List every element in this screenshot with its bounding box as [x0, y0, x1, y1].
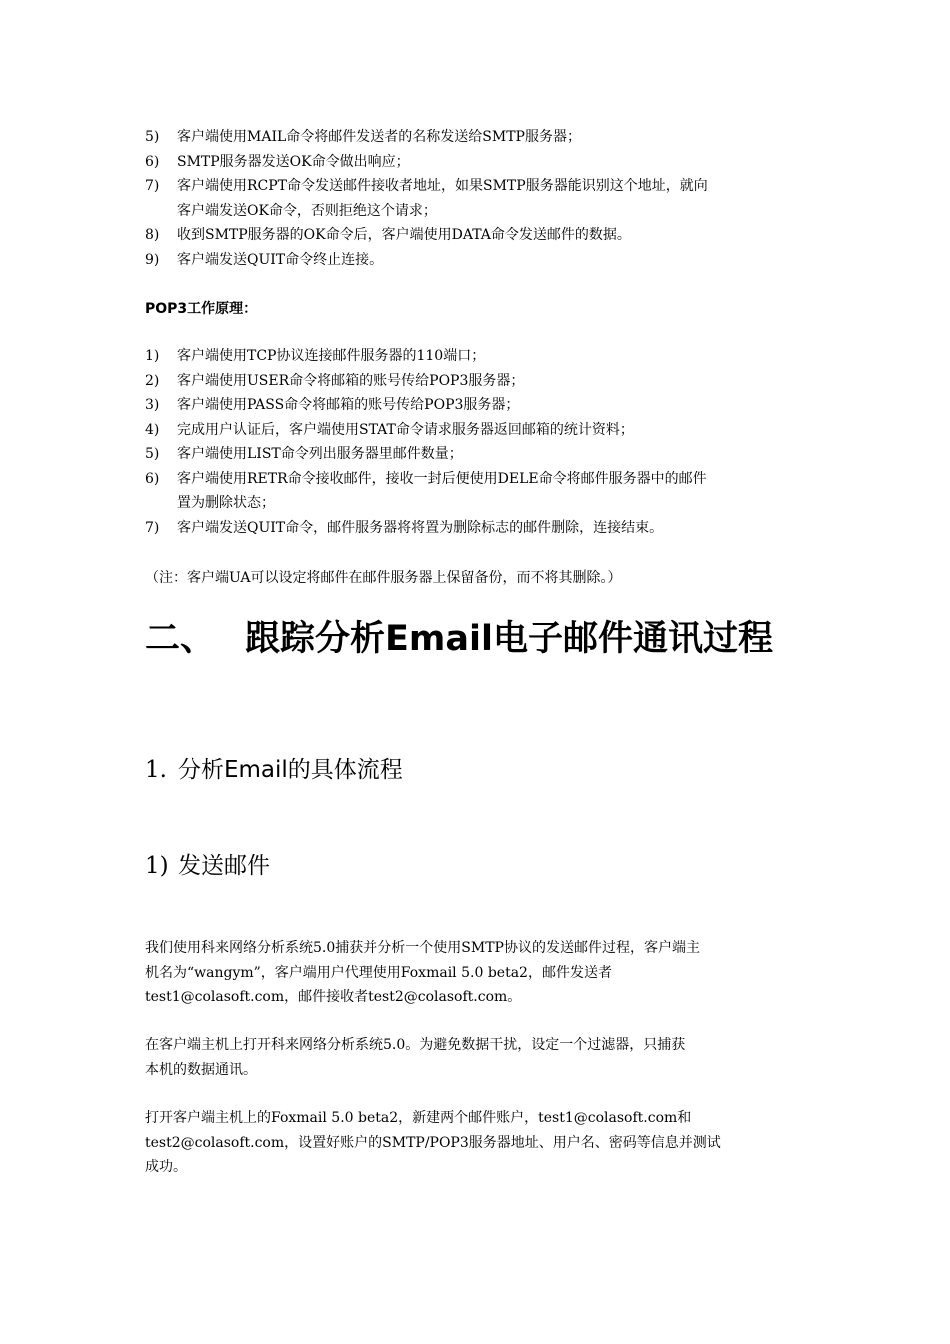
subsection-heading: [145, 846, 270, 886]
list-text: 客户端使用MAIL命令将邮件发送者的名称发送给SMTP服务器；: [177, 129, 581, 145]
paragraph-line: 打开客户端主机上的Foxmail 5.0 beta2，新建两个邮件账户，test1@colasoft.com和: [145, 1110, 692, 1126]
list-item: [145, 516, 810, 541]
list-number: 6): [145, 470, 160, 487]
list-number: 6): [145, 153, 160, 170]
list-item: [145, 248, 810, 273]
paragraph-line: 我们使用科来网络分析系统5.0捕获并分析一个使用SMTP协议的发送邮件过程，客户端主: [145, 940, 700, 956]
list-item: [145, 467, 810, 516]
list-text: 客户端使用USER命令将邮箱的账号传给POP3服务器；: [177, 372, 525, 389]
list-number: 7): [145, 519, 160, 536]
list-text-continued: 置为删除状态；: [177, 495, 275, 511]
list-number: 5): [145, 129, 160, 145]
list-number: 1): [145, 348, 160, 364]
list-item: [145, 223, 810, 248]
paragraph: [145, 936, 810, 1010]
list-text: 客户端使用RCPT命令发送邮件接收者地址，如果SMTP服务器能识别这个地址，就向: [177, 178, 708, 194]
list-text: 客户端发送QUIT命令，邮件服务器将将置为删除标志的邮件删除，连接结束。: [177, 519, 664, 536]
list-text: 收到SMTP服务器的OK命令后，客户端使用DATA命令发送邮件的数据。: [177, 227, 631, 243]
list-text: 完成用户认证后，客户端使用STAT命令请求服务器返回邮箱的统计资料；: [177, 421, 634, 438]
list-number: 9): [145, 251, 160, 268]
list-text: 客户端使用LIST命令列出服务器里邮件数量；: [177, 446, 463, 462]
subsection-title: 发送邮件: [178, 853, 270, 879]
list-item: [145, 150, 810, 175]
paragraph: [145, 1033, 810, 1082]
list-text-continued: 客户端发送OK命令，否则拒绝这个请求；: [177, 202, 437, 219]
paragraph-line: 机名为“wangym”，客户端用户代理使用Foxmail 5.0 beta2，邮件发送者: [145, 964, 612, 981]
list-text: SMTP服务器发送OK命令做出响应；: [177, 153, 410, 170]
list-item: [145, 369, 810, 394]
paragraph-line: test2@colasoft.com，设置好账户的SMTP/POP3服务器地址、用户名、密码等信息并测试: [145, 1134, 721, 1151]
list-item: [145, 344, 810, 369]
paragraph: [145, 1106, 810, 1180]
list-text: 客户端使用RETR命令接收邮件，接收一封后便使用DELE命令将邮件服务器中的邮件: [177, 470, 707, 487]
list-number: 2): [145, 372, 160, 389]
note-text: （注：客户端UA可以设定将邮件在邮件服务器上保留备份，而不将其删除。）: [145, 570, 622, 586]
section-number: 1.: [145, 757, 167, 783]
pop3-heading: POP3工作原理：: [145, 301, 258, 317]
list-item: [145, 174, 810, 223]
smtp-steps-list: [145, 125, 810, 272]
chapter-title: 跟踪分析Email电子邮件通讯过程: [245, 619, 773, 659]
subsection-number: 1): [145, 853, 169, 879]
list-number: 3): [145, 397, 160, 413]
paragraph-line: 成功。: [145, 1159, 187, 1175]
list-item: [145, 442, 810, 467]
chapter-heading: [145, 611, 845, 667]
list-item: [145, 418, 810, 443]
list-number: 7): [145, 178, 160, 194]
paragraph-line: 在客户端主机上打开科来网络分析系统5.0。为避免数据干扰，设定一个过滤器，只捕获: [145, 1037, 686, 1053]
list-text: 客户端使用PASS命令将邮箱的账号传给POP3服务器；: [177, 397, 520, 413]
list-number: 4): [145, 421, 160, 438]
list-item: [145, 393, 810, 418]
list-text: 客户端发送QUIT命令终止连接。: [177, 251, 384, 268]
pop3-steps-list: [145, 344, 810, 540]
list-item: [145, 125, 810, 150]
list-text: 客户端使用TCP协议连接邮件服务器的110端口；: [177, 348, 486, 364]
section-title: 分析Email的具体流程: [178, 757, 403, 783]
list-number: 8): [145, 227, 160, 243]
list-number: 5): [145, 446, 160, 462]
chapter-number: 二、: [145, 619, 216, 659]
paragraph-line: test1@colasoft.com，邮件接收者test2@colasoft.com。: [145, 989, 522, 1005]
section-heading: [145, 750, 403, 790]
paragraph-line: 本机的数据通讯。: [145, 1061, 257, 1078]
